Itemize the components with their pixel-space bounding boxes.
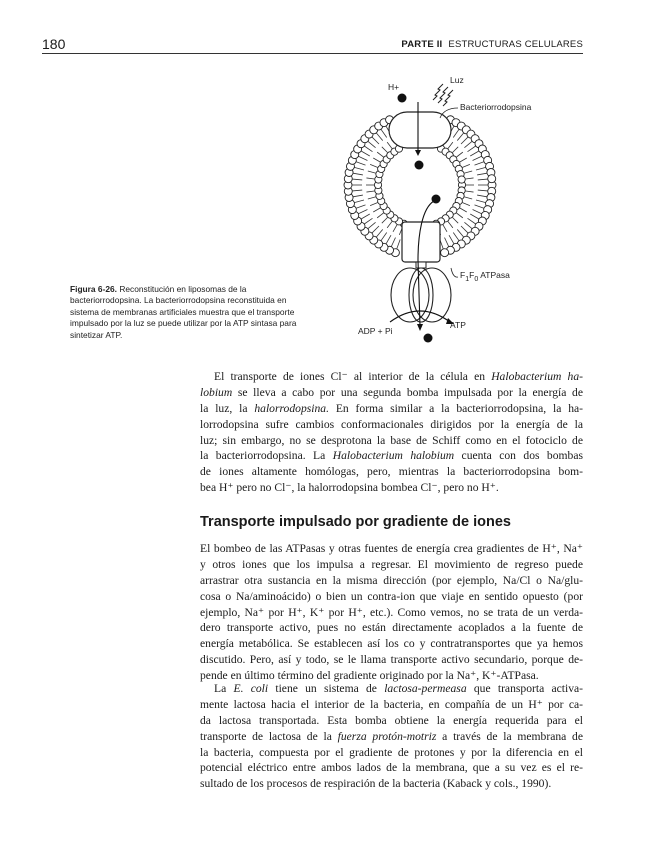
lipid-tail (368, 222, 376, 228)
text-run: de iones altamente homólogas, pero, mientras la bacteriorrodopsina bom- (200, 465, 583, 479)
text-line (200, 433, 583, 449)
lipid-tail (464, 141, 472, 147)
text-line (200, 760, 583, 776)
lipid-tail (456, 213, 462, 218)
lipid-tail (356, 205, 365, 208)
text-run: cosa o Na/aminoácido) o bien un contra-ion que viaje en sentido opuesto (por (200, 589, 583, 603)
proton-icon (398, 94, 407, 103)
lipid-tail (381, 233, 387, 241)
text-run: transporte de lactosa de la (200, 729, 338, 743)
text-run: arrastrar otra sustancia en la misma dirección (por ejemplo, Na/Cl o Na/glu- (200, 573, 583, 587)
section-heading: Transporte impulsado por gradiente de iones (200, 514, 511, 530)
lipid-tail (449, 235, 454, 244)
text-run: dero transporte activo, pues no están directamente acoplados a la fuente de (200, 621, 583, 635)
lipid-tail (460, 208, 467, 212)
lipid-tail (476, 167, 486, 170)
lipid-tail (462, 164, 469, 167)
lipid-tail (457, 229, 463, 237)
leader-line (451, 268, 458, 277)
text-run: da lactosa transportada. Esta bomba obtiene la energía requerida para el (200, 713, 583, 727)
lipid-tail (376, 133, 382, 141)
text-run: lorrodopsina sufre cambios conformacionales dirigidos por la energía de la (200, 417, 583, 431)
text-run: ejemplo, Na⁺ por H⁺, K⁺ por H⁺, etc.). Como vemos, no se trata de un verda- (200, 605, 583, 619)
text-line (200, 713, 583, 729)
label-f1f0-atpasa: $F_1F_0$ ATPasa (460, 270, 510, 283)
lipid-head (441, 249, 449, 257)
lipid-tail (464, 197, 472, 199)
text-line (200, 652, 583, 668)
text-line (200, 417, 583, 433)
text-line (200, 697, 583, 713)
lipid-tail (372, 137, 379, 144)
text-run: luz; sin embargo, no se desprotona la base de Schiff como en el fotociclo de (200, 433, 583, 447)
text-run: la luz, la (200, 401, 255, 415)
figure-caption (70, 284, 310, 341)
text-run: energía metabólica. Se establecen así los co y contratransportes que ya hemos (200, 637, 583, 651)
bacteriorhodopsin-protein (389, 112, 451, 148)
lipid-tail (373, 158, 380, 162)
paragraph-gradiente (200, 541, 583, 684)
text-line (200, 589, 583, 605)
italic-term: Halobacterium halobium (332, 449, 455, 463)
label-atp: ATP (450, 320, 466, 330)
lipid-tail (453, 147, 459, 153)
proton-icon (424, 334, 433, 343)
lipid-tail (461, 226, 468, 233)
italic-term: Halobacterium ha- (491, 370, 583, 383)
header-rule (42, 53, 583, 54)
lipid-tail (457, 133, 463, 141)
lipid-tail (368, 197, 376, 199)
lipid-tail (470, 214, 479, 219)
text-line (200, 620, 583, 636)
lipid-tail (464, 222, 472, 228)
paragraph-lactosa (200, 681, 583, 792)
lipid-tail (477, 173, 487, 175)
lipid-tail (352, 179, 362, 180)
label-h-plus: H+ (388, 82, 400, 92)
lipid-tail (470, 151, 479, 156)
lipid-tail (468, 146, 476, 152)
lipid-tail (387, 142, 392, 148)
text-run: cuenta con dos bombas (454, 449, 583, 463)
lipid-tail (475, 205, 484, 208)
label-bacteriorrodopsina: Bacteriorrodopsina (460, 102, 532, 112)
lipid-tail (476, 200, 486, 203)
text-run: bea H⁺ pero no Cl⁻, la halorrodopsina bombea Cl⁻, pero no H⁺. (200, 481, 499, 495)
lipid-head (458, 176, 465, 183)
lipid-tail (361, 151, 370, 156)
lipid-tail (468, 218, 476, 224)
lipid-tail (370, 203, 377, 206)
lipid-tail (391, 238, 395, 247)
lipid-tail (445, 238, 449, 247)
lipid-tail (397, 240, 400, 249)
text-line (200, 464, 583, 480)
lipid-tail (370, 164, 377, 167)
lipid-head (488, 175, 496, 183)
text-line (200, 729, 583, 745)
lipid-tail (354, 167, 364, 170)
atpase-f1 (391, 268, 451, 322)
proton-icon (415, 161, 424, 170)
italic-term: lobium (200, 385, 233, 399)
text-line (200, 681, 583, 697)
arrowhead-icon (417, 324, 423, 331)
lipid-tail (361, 214, 370, 219)
lipid-tail (386, 235, 391, 244)
text-run: El transporte de iones Cl⁻ al interior de la célula en (214, 370, 492, 383)
text-line (200, 448, 583, 464)
lipid-tail (368, 171, 376, 173)
lipid-tail (443, 225, 447, 232)
part-label: PARTE II (401, 39, 443, 50)
italic-term: lactosa-permeasa (384, 682, 467, 695)
light-icon (433, 84, 453, 106)
lipid-tail (460, 158, 467, 162)
text-line (200, 776, 583, 792)
lipid-tail (477, 195, 487, 197)
text-run: En forma similar a la bacteriorrodopsina, la ha- (328, 401, 583, 415)
lipid-tail (382, 218, 388, 224)
lipid-tail (466, 191, 474, 192)
text-line (200, 369, 583, 385)
lipid-tail (352, 190, 362, 191)
page-number: 180 (42, 36, 66, 52)
lipid-tail (356, 162, 365, 165)
text-line (200, 636, 583, 652)
lipid-tail (364, 218, 372, 224)
text-run: pende en último término del gradiente originado por la Na⁺, K⁺-ATPasa. (200, 669, 539, 683)
lipid-tail (353, 195, 363, 197)
text-run: potencial eléctrico entre ambos lados de la membrana, que a su vez es el re- (200, 761, 583, 775)
text-run: y otros iones que los impulsa a regresar. El movimiento de regreso puede (200, 557, 583, 571)
text-run: se lleva a cabo por una segunda bomba impulsada por la energía de (232, 385, 583, 399)
italic-term: halorrodopsina. (254, 401, 329, 415)
lipid-tail (366, 191, 374, 192)
text-line (200, 605, 583, 621)
lipid-tail (453, 233, 459, 241)
lipid-tail (377, 213, 383, 218)
lipid-tail (387, 221, 392, 227)
running-header (401, 39, 583, 50)
lipid-tail (475, 162, 484, 165)
lipid-tail (381, 129, 387, 137)
text-line (200, 480, 583, 496)
lipid-tail (461, 137, 468, 144)
lipid-tail (466, 178, 474, 179)
lipid-tail (377, 152, 383, 157)
text-line (200, 385, 583, 401)
text-run: a través de la membrana de (436, 729, 584, 743)
liposome-diagram (340, 60, 570, 350)
lipid-tail (354, 200, 364, 203)
lipid-tail (373, 208, 380, 212)
atpase-stalk (416, 262, 426, 268)
lipid-tail (393, 225, 397, 232)
text-run: La (214, 682, 234, 695)
text-run: mente lactosa hacia el interior de la bacteria, en compañía de un H⁺ por ca- (200, 697, 583, 711)
label-luz: Luz (450, 75, 464, 85)
lipid-tail (364, 146, 372, 152)
text-run: tiene un sistema de (268, 682, 385, 695)
text-line (200, 745, 583, 761)
italic-term: fuerza protón-motriz (337, 729, 437, 743)
lipid-tail (372, 226, 379, 233)
lipid-tail (456, 152, 462, 157)
arrowhead-icon (415, 150, 421, 156)
text-run: discutido. Pero, así y todo, se le llama transporte activo secundario, porque de- (200, 653, 583, 667)
lipid-tail (478, 190, 488, 191)
caption-text: Reconstitución en liposomas de la bacteriorrodopsina. La bacteriorrodopsina reconstituida en sistema de membranas artificiales muestra que el transporte impulsado por la luz se puede utilizar por la ATP sintasa para sintetizar ATP. (70, 284, 297, 340)
lipid-tail (478, 179, 488, 180)
text-run: El bombeo de las ATPasas y otras fuentes de energía crea gradientes de H⁺, Na⁺ (200, 542, 583, 555)
italic-term: E. coli (233, 682, 269, 695)
text-run: la bacteria, compuesta por el gradiente de protones y por la diferencia en el (200, 745, 583, 759)
lipid-tail (462, 203, 469, 206)
text-run: que transporta activa- (466, 682, 583, 695)
label-adp-pi: ADP + Pi (358, 326, 393, 336)
text-run: sultado de los procesos de respiración de la bacteria (Kaback y cols., 1990). (200, 777, 552, 791)
text-line (200, 541, 583, 557)
paragraph-halorrodopsina (200, 369, 583, 496)
lipid-tail (453, 129, 459, 137)
lipid-tail (353, 173, 363, 175)
lipid-tail (464, 171, 472, 173)
text-line (200, 401, 583, 417)
lipid-tail (473, 210, 482, 214)
section-label: ESTRUCTURAS CELULARES (448, 39, 583, 50)
lipid-tail (473, 156, 482, 160)
text-line (200, 573, 583, 589)
lipid-tail (382, 147, 388, 153)
lipid-tail (358, 210, 367, 214)
lipid-tail (453, 218, 459, 224)
text-line (200, 557, 583, 573)
caption-label: Figura 6-26. (70, 284, 118, 294)
lipid-tail (366, 178, 374, 179)
lipid-tail (448, 142, 453, 148)
lipid-tail (448, 221, 453, 227)
lipid-tail (368, 141, 376, 147)
lipid-tail (376, 229, 382, 237)
lipid-tail (358, 156, 367, 160)
text-run: la bacteriorrodopsina. La (200, 449, 333, 463)
